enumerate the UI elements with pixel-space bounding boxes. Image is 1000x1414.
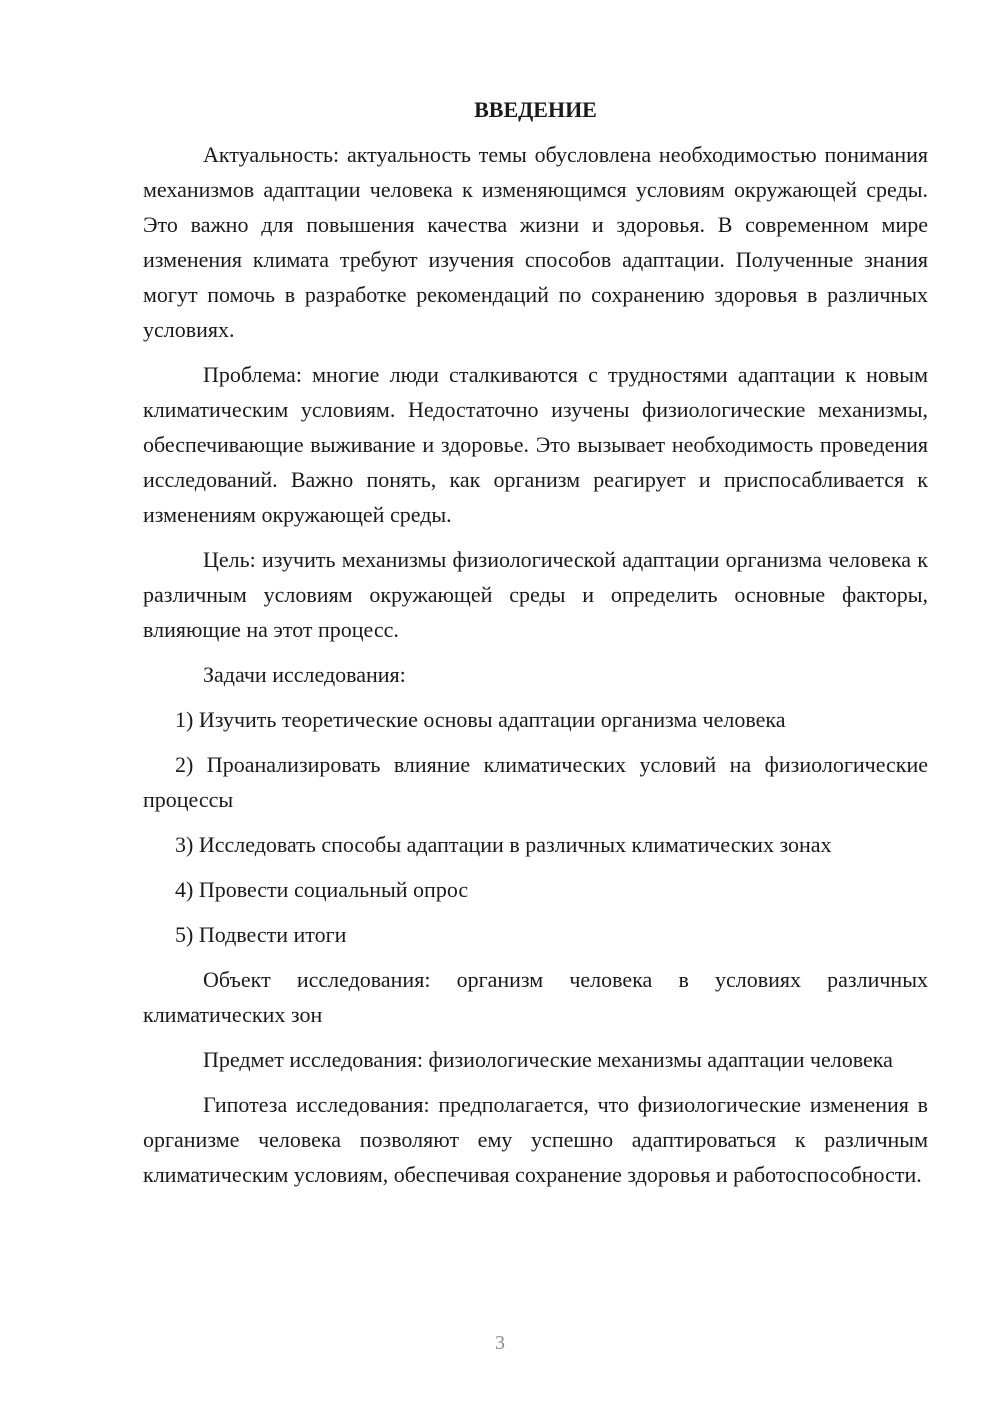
page-number: 3 bbox=[495, 1332, 505, 1354]
task-item-1: 1) Изучить теоретические основы адаптации организма человека bbox=[175, 707, 786, 732]
page-content bbox=[143, 92, 928, 1202]
paragraph-subject: Предмет исследования: физиологические механизмы адаптации человека bbox=[203, 1047, 893, 1072]
paragraph-hypothesis: Гипотеза исследования: предполагается, что физиологические изменения в организме человека позволяют ему успешно адаптироваться к различным климатическим условиям, обеспечивая сохранение здоровья и работоспособности. bbox=[143, 1092, 928, 1187]
section-title: ВВЕДЕНИЕ bbox=[474, 97, 597, 122]
task-item-4: 4) Провести социальный опрос bbox=[175, 877, 469, 902]
task-item-5: 5) Подвести итоги bbox=[175, 922, 347, 947]
task-item-2: 2) Проанализировать влияние климатических условий на физиологические процессы bbox=[143, 752, 928, 812]
paragraph-object: Объект исследования: организм человека в условиях различных климатических зон bbox=[143, 967, 928, 1027]
paragraph-tasks-heading: Задачи исследования: bbox=[203, 662, 406, 687]
paragraph-relevance: Актуальность: актуальность темы обусловлена необходимостью понимания механизмов адаптации человека к изменяющимся условиям окружающей среды. Это важно для повышения качества жизни и здоровья. В современном мире изменения климата требуют изучения способов адаптации. Полученные знания могут помочь в разработке рекомендаций по сохранению здоровья в различных условиях. bbox=[143, 142, 928, 342]
paragraph-goal: Цель: изучить механизмы физиологической адаптации организма человека к различным условиям окружающей среды и определить основные факторы, влияющие на этот процесс. bbox=[143, 547, 928, 642]
paragraph-problem: Проблема: многие люди сталкиваются с трудностями адаптации к новым климатическим условиям. Недостаточно изучены физиологические механизмы, обеспечивающие выживание и здоровье. Это вызывает необходимость проведения исследований. Важно понять, как организм реагирует и приспосабливается к изменениям окружающей среды. bbox=[143, 362, 928, 527]
task-item-3: 3) Исследовать способы адаптации в различных климатических зонах bbox=[175, 832, 832, 857]
